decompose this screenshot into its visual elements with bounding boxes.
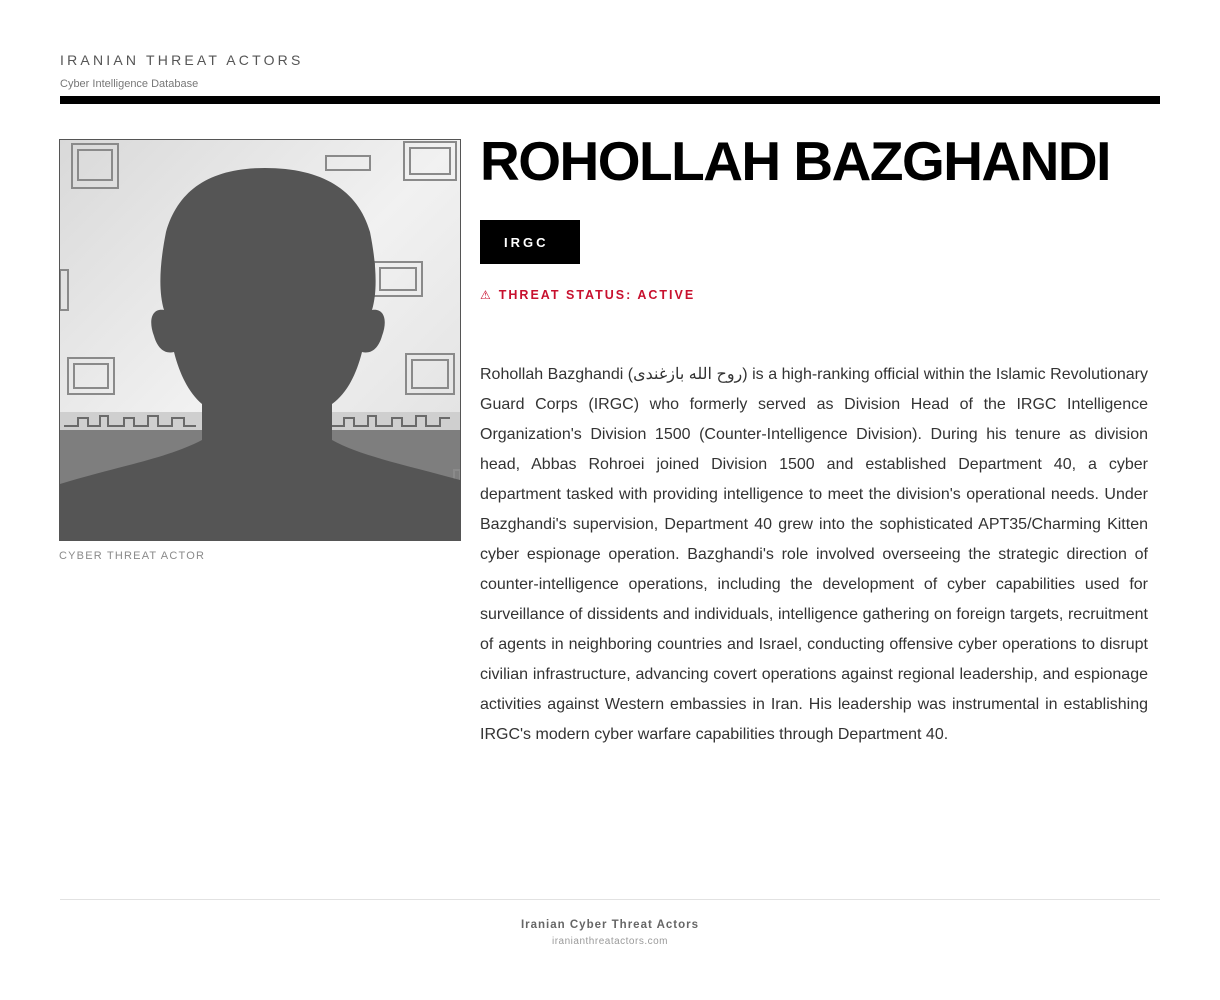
actor-bio: Rohollah Bazghandi (روح الله بازغندی) is a high-ranking official within the Islamic Revolutionary Guard Corps (IRGC) who formerly served as Division Head of the IRGC Intelligence Organization's Division 1500 (Counter-Intelligence Division). During his tenure as division head, Abbas Rohroei joined Division 1500 and established Department 40, a cyber department tasked with providing intelligence to meet the division's operational needs. Under Bazghandi's supervision, Department 40 grew into the sophisticated APT35/Charming Kitten cyber espionage operation. Bazghandi's role involved overseeing the strategic direction of counter-intelligence operations, including the development of cyber capabilities used for surveillance of dissidents and individuals, intelligence gathering on foreign targets, recruitment of agents in neighboring countries and Israel, conducting offensive cyber operations to disrupt civilian infrastructure, advancing covert operations against regional leadership, and espionage activities against Western embassies in Iran. His leadership was instrumental in establishing IRGC's modern cyber warfare capabilities through Department 40.	[480, 366, 1149, 743]
actor-name: ROHOLLAH BAZGHANDI	[480, 130, 1110, 192]
site-title[interactable]: IRANIAN THREAT ACTORS	[60, 52, 304, 68]
footer-url[interactable]: iranianthreatactors.com	[552, 936, 668, 947]
site-subtitle: Cyber Intelligence Database	[60, 78, 199, 90]
warning-icon: ⚠	[480, 288, 493, 302]
footer-title: Iranian Cyber Threat Actors	[520, 919, 700, 931]
affiliation-badge[interactable]: IRGC	[480, 220, 580, 264]
header-divider	[60, 96, 1160, 104]
portrait-card	[59, 139, 461, 562]
threat-status-label: THREAT STATUS: ACTIVE	[498, 288, 696, 302]
profile-section	[480, 130, 1160, 743]
site-footer	[0, 919, 1220, 947]
threat-status	[480, 288, 695, 302]
site-header	[60, 52, 304, 90]
silhouette-portrait	[59, 139, 461, 541]
portrait-caption: CYBER THREAT ACTOR	[59, 550, 206, 562]
footer-divider	[60, 899, 1160, 900]
